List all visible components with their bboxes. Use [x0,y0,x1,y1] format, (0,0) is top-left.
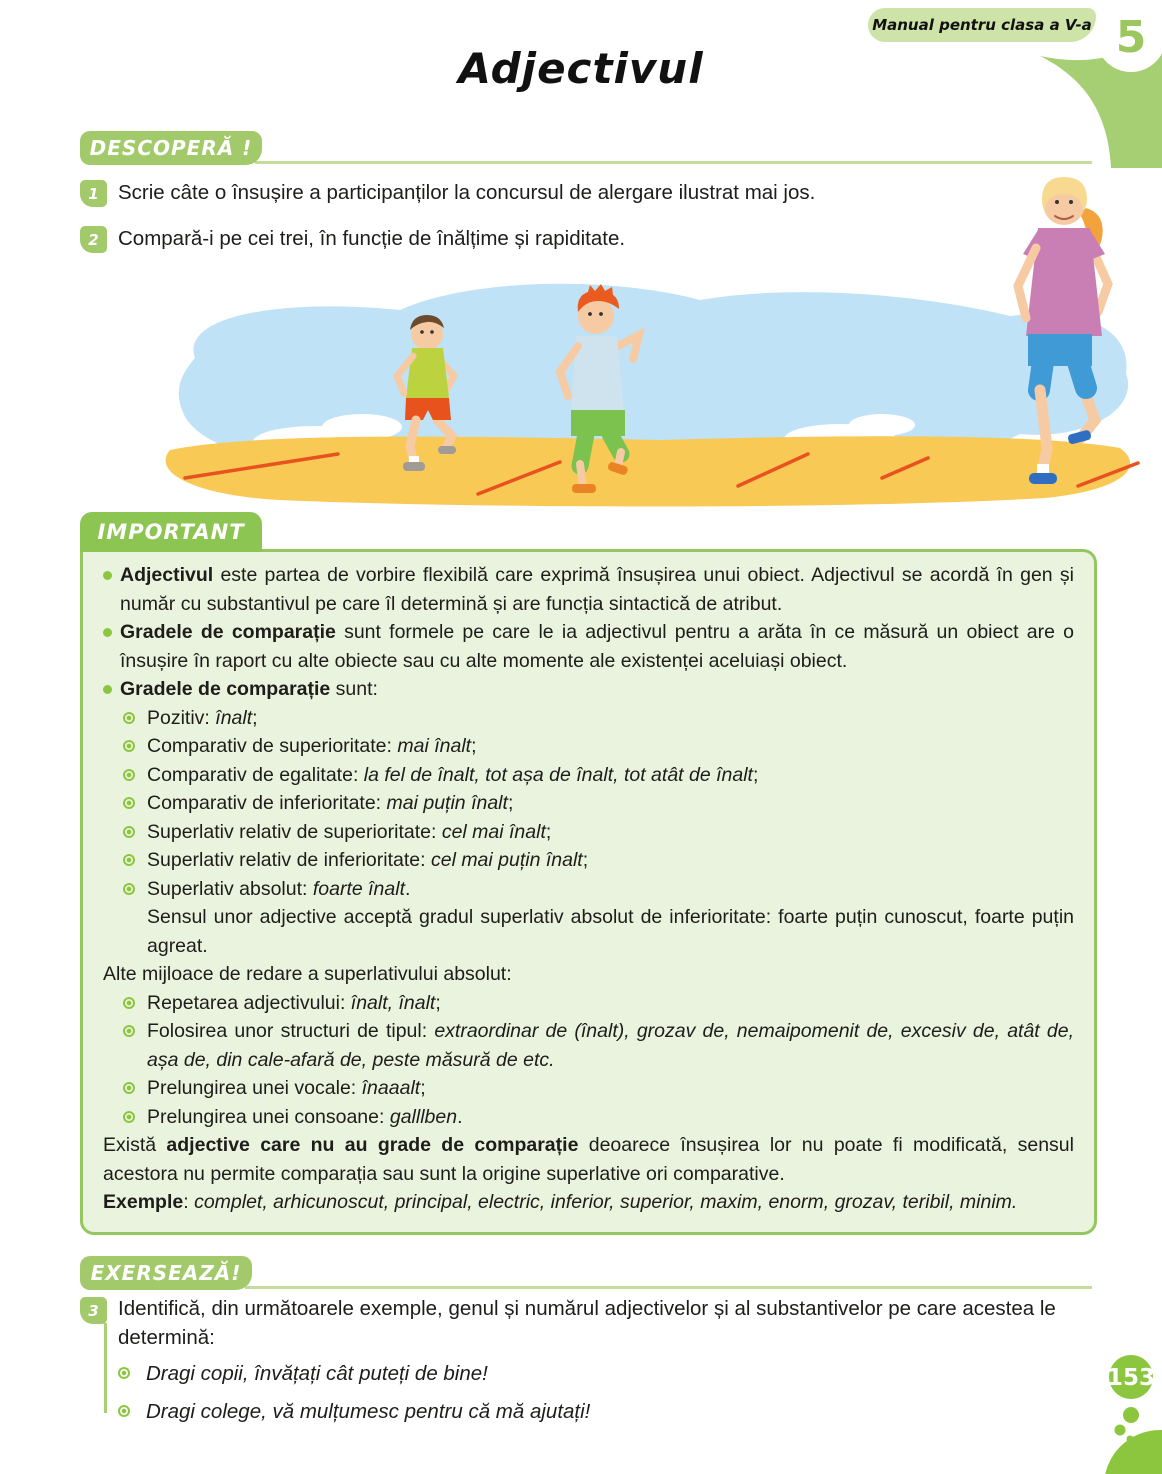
means-example: extraordinar de (înalt), grozav de, nemaipomenit de, excesiv de, atât de, așa de, din cale-afară de, peste măsură de etc. [147,1020,1075,1071]
examples-separator: : [183,1191,195,1213]
ring-bullet-icon [123,712,135,724]
means-label: Repetarea adjectivului: [147,991,351,1014]
degree-item [103,704,1074,733]
examples-list-text: complet, arhicunoscut, principal, electric, inferior, superior, maxim, enorm, grozav, teribil, minim. [194,1191,1018,1213]
section-badge-discover [80,131,262,165]
degree-example: foarte înalt [312,877,405,900]
dot-bullet-icon [103,628,112,637]
task-3-example-text: Dragi colege, vă mulțumesc pentru că mă ajutați! [146,1400,591,1423]
means-example: galllben [389,1105,458,1128]
dot-bullet-icon [103,685,112,694]
definition-text: este partea de vorbire flexibilă care exprimă însușirea unui obiect. Adjectivul se acordă în gen și număr cu substantivul pe care îl determină și are funcția sintactică de atribut. [120,564,1074,615]
task-1-number: 1 [88,184,99,203]
task-2-number-badge [80,226,107,253]
degree-end: ; [582,849,589,871]
section-badge-practice [80,1256,252,1290]
discover-divider-line [255,161,1092,164]
degree-end: ; [545,820,552,843]
footer-dot [1123,1407,1139,1423]
degree-label: Comparativ de inferioritate: [147,792,387,814]
manual-ribbon [868,8,1096,42]
footer-dot [1115,1425,1126,1436]
degree-end: ; [471,735,477,757]
task-3-block [118,1294,1086,1426]
means-item [103,1017,1074,1074]
degree-label: Superlativ absolut: [147,877,313,900]
important-bullet [103,675,1074,704]
ring-bullet-icon [123,997,135,1009]
degree-label: Superlativ relativ de inferioritate: [147,849,431,871]
ring-bullet-icon [118,1405,130,1417]
examples-label: Exemple [103,1191,184,1213]
ring-bullet-icon [123,883,135,895]
term: Gradele de comparație [120,621,336,643]
degree-label: Superlativ relativ de superioritate: [147,820,442,843]
task-3-example [118,1397,1086,1426]
degree-example: la fel de înalt, tot așa de înalt, tot atât de înalt [363,763,753,786]
ring-bullet-icon [123,797,135,809]
footer-decoration [1032,1294,1162,1474]
task-2-text: Compară-i pe cei trei, în funcție de înălțime și rapiditate. [118,227,626,250]
task-3-example [118,1359,1086,1388]
section-badge-discover-label: DESCOPERĂ ! [89,136,253,160]
section-badge-important-label: IMPORTANT [97,520,245,544]
degree-end: ; [252,706,258,729]
task-3-number-badge [80,1297,107,1324]
degree-example: înalt [215,706,253,729]
means-end: . [457,1105,463,1128]
track-shape [166,436,1131,506]
task-2-number: 2 [88,230,99,249]
important-box [80,549,1097,1235]
degrees-list [103,704,1074,904]
important-bullet-list [103,561,1074,704]
important-bullet [103,561,1074,618]
ring-bullet-icon [123,740,135,752]
degree-end: ; [752,763,759,786]
degree-item [103,789,1074,818]
page-number: 153 [1106,1365,1156,1391]
degree-example: mai puțin înalt [386,792,508,814]
definition-text: sunt: [330,678,378,700]
task-1-text: Scrie câte o însușire a participanților la concursul de alergare ilustrat mai jos. [118,181,816,204]
no-degrees-rest: deoarece însușirea lor nu poate fi modificată, sensul acestora nu permite comparația sau sunt la origine superlative ori comparative. [103,1134,1074,1185]
runners-illustration [140,148,1140,510]
task-3-number: 3 [88,1301,99,1320]
degree-label: Comparativ de egalitate: [147,763,364,786]
term: Adjectivul [120,564,214,586]
practice-divider-line [245,1286,1092,1289]
degree-item [103,818,1074,847]
means-end: ; [420,1077,426,1099]
means-label: Prelungirea unei consoane: [147,1105,390,1128]
ring-bullet-icon [118,1367,130,1379]
runner-woman [1018,177,1108,484]
degree-item [103,846,1074,875]
means-example: înalt, înalt [350,991,436,1014]
task-3-text: Identifică, din următoarele exemple, genul și numărul adjectivelor și al substantivelor pe care acestea le determină: [118,1297,1056,1349]
examples-paragraph [103,1188,1074,1217]
degree-label: Pozitiv: [147,706,216,729]
superlative-note: Sensul unor adjective acceptă gradul superlativ absolut de inferioritate: foarte puțin cunoscut, foarte puțin agreat. [147,906,1074,957]
dot-bullet-icon [103,571,112,580]
ring-bullet-icon [123,826,135,838]
means-item [103,1074,1074,1103]
degree-example: cel mai înalt [441,820,546,843]
definition-text: sunt formele pe care le ia adjectivul pentru a arăta în ce măsură un obiect are o însușire în raport cu alte obiecte sau cu alte momente ale existenței aceluiași obiect. [120,621,1074,672]
ring-bullet-icon [123,1082,135,1094]
means-end: ; [435,991,441,1014]
means-example: înaaalt [361,1077,421,1099]
means-label: Prelungirea unei vocale: [147,1077,362,1099]
degree-end: ; [507,792,514,814]
means-item [103,1103,1074,1132]
no-degrees-paragraph [103,1131,1074,1188]
degree-end: . [405,877,411,900]
ring-bullet-icon [123,1111,135,1123]
degree-example: mai înalt [397,735,472,757]
means-label: Folosirea unor structuri de tipul: [147,1020,435,1042]
page-title: Adjectivul [458,44,704,93]
important-bullet [103,618,1074,675]
task-1-number-badge [80,180,107,207]
no-degrees-pre: Există [103,1134,167,1156]
means-list [103,989,1074,1132]
ring-bullet-icon [123,769,135,781]
degree-example: cel mai puțin înalt [430,849,583,871]
degree-label: Comparativ de superioritate: [147,735,398,757]
degree-item [103,761,1074,790]
section-badge-practice-label: EXERSEAZĂ! [90,1261,242,1285]
ring-bullet-icon [123,1025,135,1037]
means-item [103,989,1074,1018]
task-3-bracket-line [104,1323,107,1413]
other-means-title: Alte mijloace de redare a superlativului absolut: [103,963,512,985]
term: Gradele de comparație [120,678,331,700]
degree-item [103,875,1074,904]
section-badge-important [80,512,262,552]
task-3-example-text: Dragi copii, învățați cât puteți de bine! [146,1362,488,1385]
chapter-number: 5 [1115,11,1147,63]
degree-item [103,732,1074,761]
no-degrees-term: adjective care nu au grade de comparație [166,1134,579,1156]
manual-ribbon-label: Manual pentru clasa a V-a [872,16,1092,34]
corner-blob [1104,1430,1162,1474]
ring-bullet-icon [123,854,135,866]
